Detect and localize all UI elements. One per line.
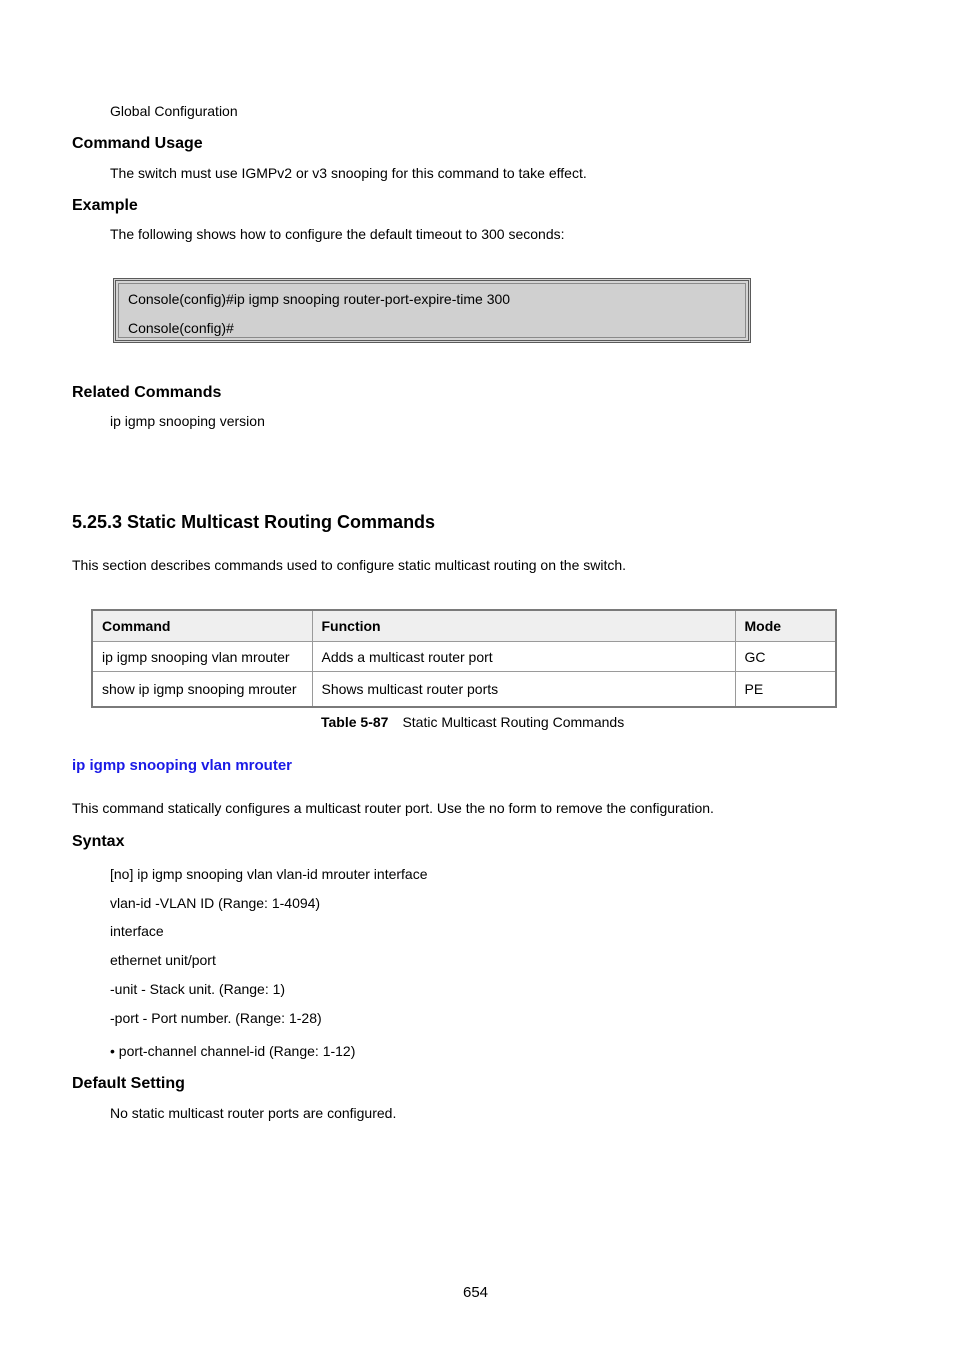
table-caption <box>321 714 624 730</box>
table-header-cell: Command <box>92 610 312 642</box>
section-intro: This section describes commands used to configure static multicast routing on the switch. <box>72 557 627 573</box>
command-title-link[interactable]: ip igmp snooping vlan mrouter <box>72 757 293 774</box>
syntax-line: -unit - Stack unit. (Range: 1) <box>110 981 286 997</box>
syntax-line: interface <box>110 923 164 939</box>
commands-table <box>91 609 837 708</box>
table-row <box>92 672 836 708</box>
syntax-line: ethernet unit/port <box>110 952 216 968</box>
command-mode-text: Global Configuration <box>110 103 238 119</box>
page-number: 654 <box>463 1284 489 1301</box>
table-header-row <box>92 610 836 642</box>
table-cell: Adds a multicast router port <box>312 642 735 672</box>
syntax-line: -port - Port number. (Range: 1-28) <box>110 1010 322 1026</box>
command-description: This command statically configures a multicast router port. Use the no form to remove the configuration. <box>72 800 714 816</box>
console-line: Console(config)#ip igmp snooping router-port-expire-time 300 <box>128 291 511 307</box>
syntax-line: • port-channel channel-id (Range: 1-12) <box>110 1043 356 1059</box>
console-line: Console(config)# <box>128 320 234 336</box>
related-commands-text: ip igmp snooping version <box>110 413 265 429</box>
table-cell: show ip igmp snooping mrouter <box>92 672 312 708</box>
command-usage-text: The switch must use IGMPv2 or v3 snooping for this command to take effect. <box>110 165 587 181</box>
related-commands-heading: Related Commands <box>72 384 222 401</box>
console-example-box <box>113 278 751 343</box>
table-header-cell: Function <box>312 610 735 642</box>
section-title: 5.25.3 Static Multicast Routing Commands <box>72 512 436 532</box>
default-setting-heading: Default Setting <box>72 1075 185 1092</box>
default-setting-text: No static multicast router ports are configured. <box>110 1105 397 1121</box>
table-row <box>92 642 836 672</box>
table-header-cell: Mode <box>735 610 836 642</box>
example-text: The following shows how to configure the default timeout to 300 seconds: <box>110 226 565 242</box>
table-cell: GC <box>735 642 836 672</box>
syntax-line: [no] ip igmp snooping vlan vlan-id mrouter interface <box>110 866 428 882</box>
syntax-heading: Syntax <box>72 833 125 850</box>
table-caption-label: Table 5-87 <box>321 714 389 730</box>
syntax-line: vlan-id -VLAN ID (Range: 1-4094) <box>110 895 321 911</box>
table-cell: PE <box>735 672 836 708</box>
table-cell: ip igmp snooping vlan mrouter <box>92 642 312 672</box>
table-caption-text: Static Multicast Routing Commands <box>402 714 625 730</box>
example-heading: Example <box>72 197 138 214</box>
command-usage-heading: Command Usage <box>72 135 203 152</box>
table-cell: Shows multicast router ports <box>312 672 735 708</box>
